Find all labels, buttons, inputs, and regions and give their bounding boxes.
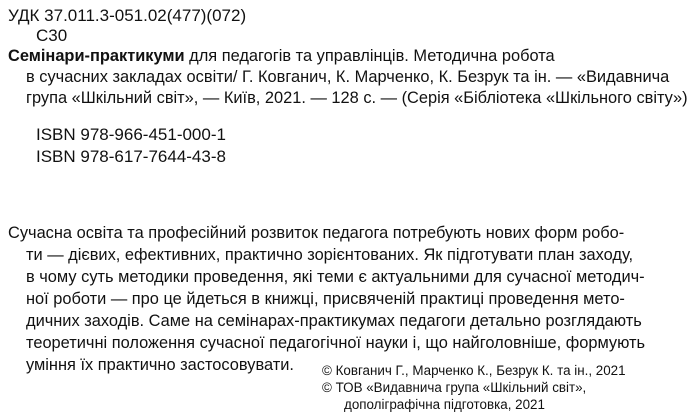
bibliographic-title-rest: для педагогів та управлінців. Методична робота xyxy=(184,47,555,65)
copyright-line-publisher: © ТОВ «Видавнича група «Шкільний світ», xyxy=(322,380,587,395)
abstract-line: Сучасна освіта та професійний розвиток педагога потребують нових форм робо- xyxy=(8,224,625,242)
abstract-line: ти — дієвих, ефективних, практично зорієнтованих. Як підготувати план заходу, xyxy=(26,246,634,264)
abstract-line: ної роботи — про це йдеться в книжці, присвяченій практиці проведення мето- xyxy=(26,290,625,308)
bibliographic-description xyxy=(8,46,688,109)
copyright-line-prepress: дополіграфічна підготовка, 2021 xyxy=(344,397,545,412)
bibliographic-line-1 xyxy=(8,46,594,67)
author-mark: С30 xyxy=(36,26,68,45)
abstract-line: уміння їх практично застосовувати. xyxy=(26,356,294,374)
abstract-line: в чому суть методики проведення, які теми є актуальними для сучасної методич- xyxy=(26,268,645,286)
isbn-1: ISBN 978-966-451-000-1 xyxy=(36,125,226,144)
copyright-notice xyxy=(322,362,626,413)
udk-code: УДК 37.011.3-051.02(477)(072) xyxy=(8,6,247,25)
abstract xyxy=(8,222,646,376)
isbn-2: ISBN 978-617-7644-43-8 xyxy=(36,147,226,166)
abstract-line: теоретичні положення сучасної педагогічної науки і, що найголовніше, формують xyxy=(26,334,646,352)
abstract-line: дичних заходів. Саме на семінарах-практикумах педагоги детально розглядають xyxy=(26,312,642,330)
book-title: Семінари-практикуми xyxy=(8,47,185,65)
copyright-line-authors: © Ковганич Г., Марченко К., Безрук К. та ін., 2021 xyxy=(322,363,626,378)
bibliographic-line-3: група «Шкільний світ», — Київ, 2021. — 128 с. — (Серія «Бібліотека «Шкільного світу») xyxy=(26,89,688,107)
bibliographic-line-2: в сучасних закладах освіти/ Г. Ковганич, К. Марченко, К. Безрук та ін. — «Видавнича xyxy=(26,68,670,86)
